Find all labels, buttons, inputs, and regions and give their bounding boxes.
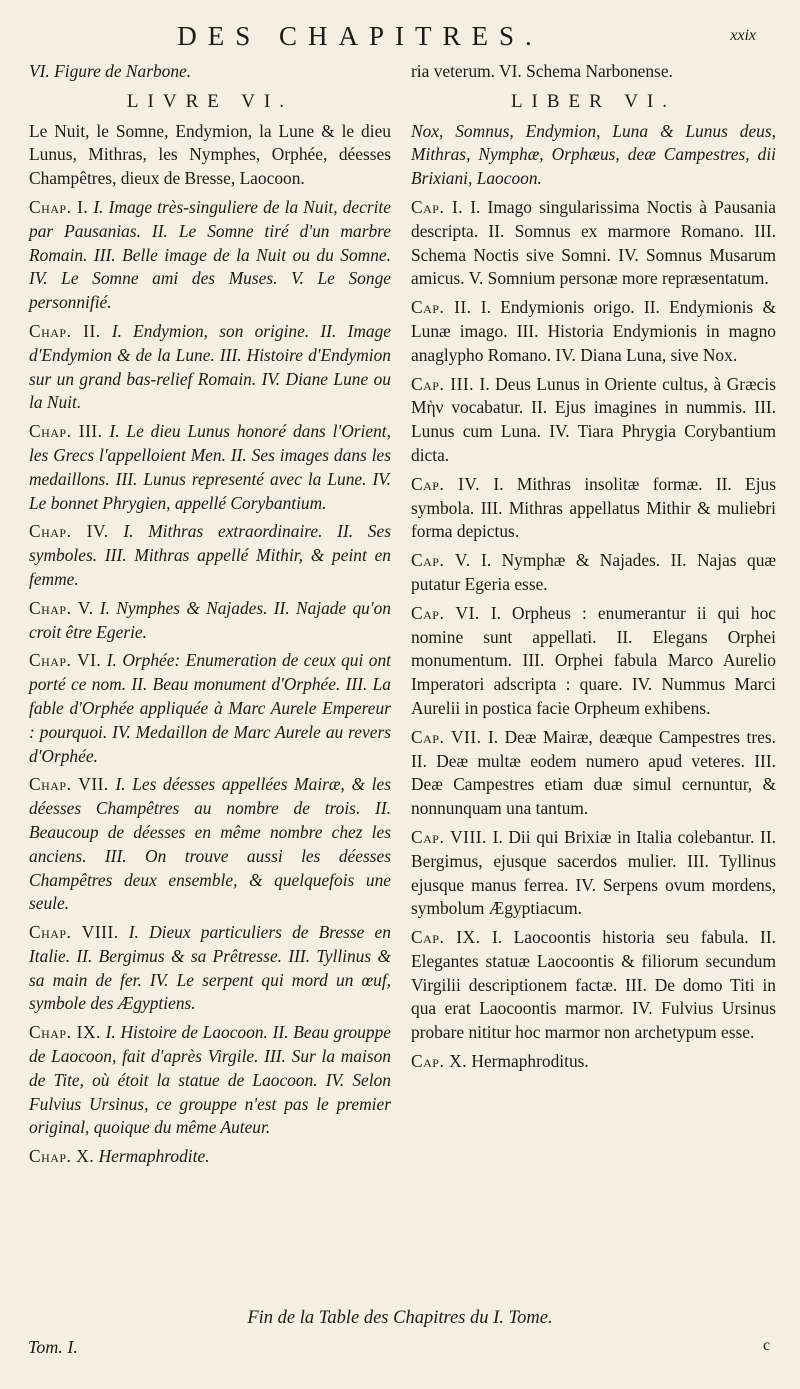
- chapter-label: Cap. I.: [411, 196, 464, 217]
- chapter-text: I. Deæ Mairæ, deæque Campestres tres. II. Deæ multæ eodem numero apud veteres. III. Deæ Campestres etiam duæ simul cernuntur, & nonnunquam una tantum.: [411, 726, 776, 819]
- table-end-line: Fin de la Table des Chapitres du I. Tome.: [247, 1308, 553, 1328]
- liber-summary: Nox, Somnus, Endymion, Luna & Lunus deus, Mithras, Nymphæ, Orphæus, deæ Campestres, dii Brixiani, Laocoon.: [411, 120, 776, 189]
- volume-label: Tom. I.: [28, 1337, 78, 1357]
- chapter-entry: [29, 649, 391, 768]
- left-intro-line: VI. Figure de Narbone.: [29, 61, 192, 81]
- chapter-entry: [29, 921, 391, 1016]
- chapter-label: Chap. X.: [29, 1146, 95, 1167]
- french-column: [29, 60, 391, 1174]
- right-intro-line: ria veterum. VI. Schema Narbonense.: [411, 61, 673, 81]
- chapter-entry: [29, 420, 391, 515]
- chapter-entry: [29, 773, 391, 916]
- right-chapter-list: [411, 196, 776, 1074]
- livre-heading: LIVRE VI.: [126, 90, 294, 112]
- chapter-text: I. Orpheus : enumerantur ii qui hoc nomine sunt appellati. II. Elegans Orphei monumentum. III. Orphei fabula Marco Aurelio Imperatori adscripta : quare. IV. Nummus Marci Aurelii in postica facie Orpheum exhibens.: [411, 602, 776, 718]
- liber-heading: LIBER VI.: [510, 90, 677, 112]
- chapter-label: Chap. IX.: [29, 1022, 101, 1043]
- running-head-title: DES CHAPITRES.: [177, 21, 543, 51]
- chapter-entry: [411, 926, 776, 1045]
- chapter-text: Hermaphroditus.: [471, 1051, 589, 1072]
- chapter-entry: [29, 196, 391, 315]
- chapter-label: Chap. VI.: [29, 650, 102, 671]
- chapter-text: I. Mithras insolitæ formæ. II. Ejus symbola. III. Mithras appellatus Mithir & muliebri forma depictus.: [411, 473, 776, 542]
- signature-mark: c: [763, 1337, 771, 1354]
- livre-summary: Le Nuit, le Somne, Endymion, la Lune & le dieu Lunus, Mithras, les Nymphes, Orphée, déesses Champêtres, dieux de Bresse, Laocoon.: [29, 120, 391, 189]
- chapter-label: Chap. I.: [29, 196, 89, 217]
- running-head: [0, 18, 800, 54]
- chapter-entry: [411, 373, 776, 468]
- chapter-entry: [411, 196, 776, 291]
- latin-column: [411, 60, 776, 1079]
- chapter-entry: [411, 726, 776, 821]
- chapter-label: Cap. X.: [411, 1051, 468, 1072]
- chapter-text: Hermaphrodite.: [98, 1146, 210, 1167]
- chapter-text: I. Nymphes & Najades. II. Najade qu'on croit être Egerie.: [29, 597, 391, 642]
- chapter-label: Chap. VIII.: [29, 922, 119, 943]
- chapter-label: Chap. IV.: [29, 521, 109, 542]
- chapter-label: Cap. VIII.: [411, 826, 487, 847]
- chapter-text: I. Nymphæ & Najades. II. Najas quæ putatur Egeria esse.: [411, 550, 776, 594]
- chapter-label: Chap. V.: [29, 597, 94, 618]
- chapter-label: Cap. VII.: [411, 726, 482, 747]
- chapter-entry: [29, 520, 391, 591]
- chapter-text: I. Le dieu Lunus honoré dans l'Orient, les Grecs l'appelloient Men. II. Ses images dans les medaillons. III. Lunus representé avec la Lune. IV. Le bonnet Phrygien, appellé Corybantium.: [29, 421, 391, 513]
- chapter-label: Chap. II.: [29, 320, 101, 341]
- chapter-entry: [411, 602, 776, 721]
- chapter-entry: [29, 1021, 391, 1140]
- chapter-entry: [411, 473, 776, 544]
- chapter-text: I. Endymionis origo. II. Endymionis & Lunæ imago. III. Historia Endymionis in magno anaglypho Romano. IV. Diana Luna, sive Nox.: [411, 297, 776, 365]
- chapter-text: I. Laocoontis historia seu fabula. II. Elegantes statuæ Laocoontis & filiorum secundum Virgilii descriptionem factæ. III. De domo Titi in qua erat Laocoontis marmor. IV. Fulvius Ursinus probare nititur hoc marmor non archetypum esse.: [411, 927, 776, 1043]
- chapter-entry: [29, 320, 391, 415]
- left-chapter-list: [29, 196, 391, 1169]
- chapter-text: I. Mithras extraordinaire. II. Ses symboles. III. Mithras appellé Mithir, & peint en femme.: [29, 521, 391, 589]
- chapter-text: I. Endymion, son origine. II. Image d'Endymion & de la Lune. III. Histoire d'Endymion sur un grand bas-relief Romain. IV. Diane Lune ou la Nuit.: [29, 320, 391, 413]
- chapter-label: Chap. VII.: [29, 774, 109, 795]
- chapter-entry: [411, 826, 776, 921]
- chapter-entry: [29, 597, 391, 645]
- chapter-text: I. Dieux particuliers de Bresse en Italie. II. Bergimus & sa Prêtresse. III. Tyllinus & sa main de fer. IV. Le serpent qui mord un œuf, symbole des Ægyptiens.: [29, 922, 391, 1014]
- chapter-text: I. Dii qui Brixiæ in Italia colebantur. II. Bergimus, ejusque sacerdos mulier. III. Tyllinus ejusque manus ferrea. IV. Serpens ovum mordens, symbolum Ægyptiacum.: [411, 826, 776, 919]
- chapter-text: I. Image très-singuliere de la Nuit, decrite par Pausanias. II. Le Somne tiré d'un marbre Romain. III. Belle image de la Nuit ou du Somne. IV. Le Somne ami des Muses. V. Le Songe personnifié.: [29, 196, 391, 313]
- chapter-label: Cap. III.: [411, 373, 475, 394]
- chapter-entry: [29, 1145, 391, 1169]
- chapter-label: Chap. III.: [29, 421, 103, 442]
- chapter-text: I. Deus Lunus in Oriente cultus, à Græcis Μὴν vocabatur. II. Ejus imagines in nummis. III. Lunus cum Luna. IV. Tiara Phrygia Corybantium dicta.: [411, 373, 776, 465]
- chapter-entry: [411, 296, 776, 367]
- chapter-text: I. Les déesses appellées Mairæ, & les déesses Champêtres au nombre de trois. II. Beaucoup de déesses en même nombre chez les anciens. III. On trouve aussi les déesses Champêtres deux ensemble, & quelquefois une seule.: [29, 774, 391, 914]
- chapter-label: Cap. II.: [411, 297, 472, 318]
- chapter-label: Cap. V.: [411, 550, 471, 571]
- chapter-label: Cap. VI.: [411, 602, 480, 623]
- chapter-label: Cap. IV.: [411, 473, 481, 494]
- page-number: xxix: [730, 27, 756, 44]
- chapter-text: I. Orphée: Enumeration de ceux qui ont porté ce nom. II. Beau monument d'Orphée. III. La fable d'Orphée appliquée à Marc Aurele Empereur : pourquoi. IV. Medaillon de Marc Aurele au revers d'Orphée.: [29, 650, 391, 766]
- chapter-entry: [411, 549, 776, 597]
- chapter-entry: [411, 1050, 776, 1074]
- chapter-text: I. Histoire de Laocoon. II. Beau grouppe de Laocoon, fait d'après Virgile. III. Sur la maison de Tite, où étoit la statue de Laocoon. IV. Selon Fulvius Ursinus, ce grouppe n'est pas le premier original, quoique du même Auteur.: [29, 1022, 391, 1138]
- chapter-text: I. Imago singularissima Noctis à Pausania descripta. II. Somnus ex marmore Romano. III. Schema Noctis sive Somni. IV. Somnus Musarum amicus. V. Somnium personæ more repræsentatum.: [411, 196, 776, 289]
- chapter-label: Cap. IX.: [411, 927, 481, 948]
